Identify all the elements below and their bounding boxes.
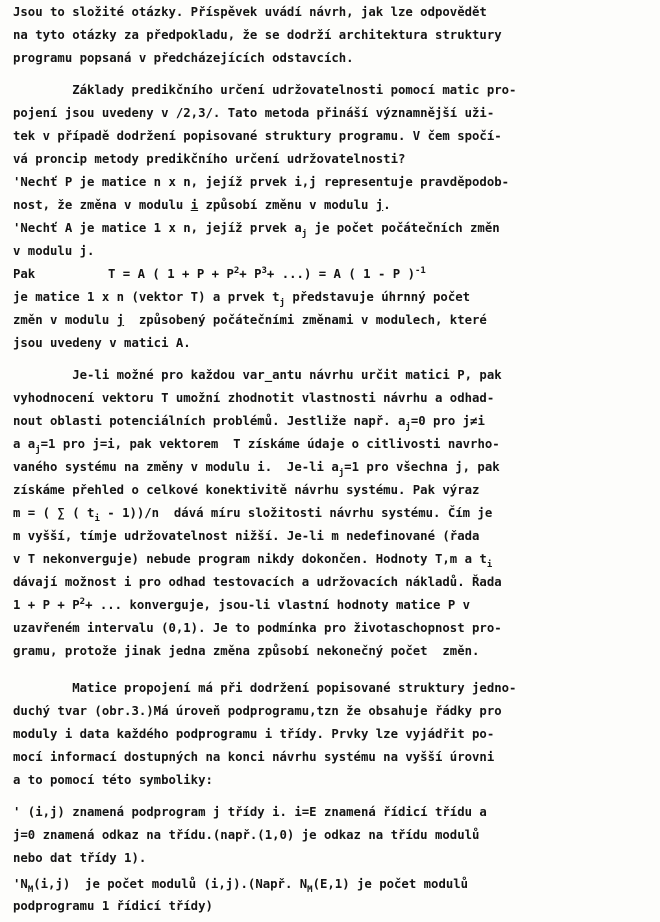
paragraph-4-line: a to pomocí této symboliky: [13, 773, 213, 787]
symbol-definition-line: nebo dat třídy 1). [13, 851, 147, 865]
result-line: jsou uvedeny v matici A. [13, 336, 191, 350]
definition-p-line: nost, že změna v modulu i způsobí změnu v modulu j. [13, 198, 391, 212]
paragraph-2-line: Základy predikčního určení udržovatelnosti pomocí matic pro- [13, 83, 517, 97]
paragraph-4-line: duchý tvar (obr.3.)Má úroveň podprogramu,tzn že obsahuje řádky pro [13, 704, 502, 718]
paragraph-1-line: Jsou to složité otázky. Příspěvek uvádí návrh, jak lze odpovědět [13, 5, 487, 19]
result-line: je matice 1 x n (vektor T) a prvek $t_j$ představuje úhrnný počet [13, 290, 471, 308]
paragraph-3-line: vyhodnocení vektoru T umožní zhodnotit vlastnosti návrhu a odhad- [13, 391, 495, 405]
definition-a-line: 'Nechť A je matice 1 x n, jejíž prvek $a_j$ je počet počátečních změn [13, 221, 500, 239]
symbol-definition-line: ' (i,j) znamená podprogram j třídy i. i=E znamená řídicí třídu a [13, 805, 487, 819]
paragraph-3-line: získáme přehled o celkové konektivitě návrhu systému. Pak výraz [13, 483, 480, 497]
paragraph-3-line: m = ( ∑ ( $t_i - 1))/n$ dává míru složitosti návrhu systému. Čím je [13, 506, 493, 524]
formula: T = A ( $1 + P + P^2+ P^3+$ ...) = A ( 1 - P )$^{-1}$ [108, 266, 426, 281]
paragraph-3-line: a $a_j=1$ pro j=i, pak vektorem T získáme údaje o citlivosti navrho- [13, 437, 500, 455]
paragraph-2-line: pojení jsou uvedeny v /2,3/. Tato metoda přináší významnější uži- [13, 106, 495, 120]
paragraph-1-line: na tyto otázky za předpokladu, že se dodrží architektura struktury [13, 28, 502, 42]
nm-definition-line: podprogramu 1 řídicí třídy) [13, 899, 213, 913]
paragraph-3-line: Je-li možné pro každou var_antu návrhu určit matici P, pak [13, 368, 502, 382]
paragraph-4-line: moduly i data každého podprogramu i třídy. Prvky lze vyjádřit po- [13, 727, 495, 741]
paragraph-4-line: mocí informací dostupných na konci návrhu systému na vyšší úrovni [13, 750, 495, 764]
paragraph-3-line: nout oblasti potenciálních problémů. Jestliže např. $a_j=0$ pro j≠i [13, 414, 485, 432]
paragraph-3-line: vaného systému na změny v modulu i. Je-li $a_j=1$ pro všechna j, pak [13, 460, 500, 478]
paragraph-2-line: tek v případě dodržení popisované struktury programu. V čem spočí- [13, 129, 502, 143]
formula-label: Pak [13, 267, 36, 281]
result-line: změn v modulu j způsobený počátečními změnami v modulech, které [13, 313, 487, 327]
paragraph-3-line: gramu, protože jinak jedna změna způsobí nekonečný počet změn. [13, 644, 480, 658]
paragraph-3-line: $1 + P + P^2+$ ... konverguje, jsou-li vlastní hodnoty matice P v [13, 597, 471, 612]
paragraph-3-line: v T nekonverguje) nebude program nikdy dokončen. Hodnoty T,m a $t_i$ [13, 552, 493, 570]
definition-a-line: v modulu j. [13, 244, 95, 258]
paragraph-1-line: programu popsaná v předcházejících odstavcích. [13, 51, 354, 65]
paragraph-2-line: vá proncip metody predikčního určení udržovatelnosti? [13, 152, 406, 166]
nm-definition-line: '$N_M(i,j)$ je počet modulů (i,j).(Např. $N_M(E,1)$ je počet modulů [13, 877, 469, 895]
paragraph-4-line: Matice propojení má při dodržení popisované struktury jedno- [13, 681, 517, 695]
symbol-definition-line: j=0 znamená odkaz na třídu.(např.(1,0) je odkaz na třídu modulů [13, 828, 480, 842]
paragraph-3-line: uzavřeném intervalu (0,1). Je to podmínka pro životaschopnost pro- [13, 621, 502, 635]
definition-p-line: 'Nechť P je matice n x n, jejíž prvek i,j representuje pravděpodob- [13, 175, 510, 189]
paragraph-3-line: dávají možnost i pro odhad testovacích a udržovacích nákladů. Řada [13, 575, 502, 589]
paragraph-3-line: m vyšší, tímje udržovatelnost nižší. Je-li m nedefinované (řada [13, 529, 480, 543]
